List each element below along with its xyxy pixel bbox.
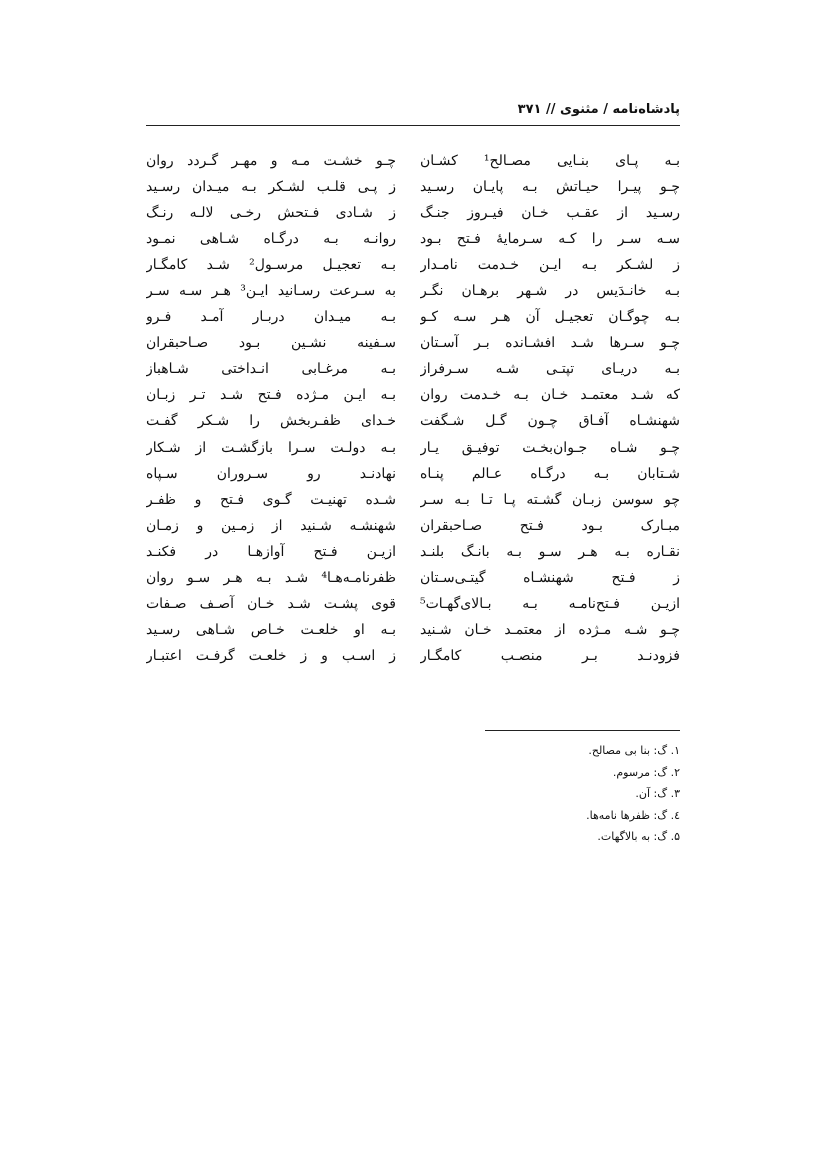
verse-hemistich: چـو شـاه جـوان‌بخـت توفیـق یـار	[420, 439, 680, 456]
verse-hemistich: بـه پـای بنـایی مصـالح¹ کشـان	[420, 153, 680, 169]
verse-hemistich: ز پـی قلـب لشـکر بـه میـدان رسـید	[146, 179, 396, 196]
verse-hemistich: چو سوسن زبـان گشـته پـا تـا بـه سـر	[420, 491, 680, 508]
verse-hemistich: سـه سـر را کـه سـرمایهٔ فـتح بـود	[420, 231, 680, 248]
verse-hemistich: قوی پشـت شـد خـان آصـف صـفات	[146, 595, 396, 612]
header-rule	[146, 125, 680, 126]
verse-hemistich: چـو شـه مـژده از معتمـد خـان شـنید	[420, 621, 680, 638]
verse-hemistich: سـفینه نشـین بـود صـاحبقران	[146, 335, 396, 352]
verse-hemistich: روانـه بـه درگـاه شـاهی نمـود	[146, 231, 396, 248]
footnote-rule	[485, 730, 680, 731]
verse-hemistich: چـو سـرها شـد افشـانده بـر آسـتان	[420, 335, 680, 352]
verse-hemistich: شهنشـاه آفـاق چـون گـل شـگفت	[420, 413, 680, 430]
verse-hemistich: ازیـن فـتح‌نامـه بـه بـالای‌گهـات⁵	[420, 595, 680, 612]
verse-hemistich: ز شـادی فـتحش رخـی لالـه رنـگ	[146, 205, 396, 222]
footnote: ۲. گ: مرسوم.	[612, 765, 680, 779]
verse-hemistich: نقـاره بـه هـر سـو بـه بانـگ بلنـد	[420, 543, 680, 560]
verse-hemistich: بـه ایـن مـژده فـتح شـد تـر زبـان	[146, 387, 396, 404]
verse-hemistich: بـه او خلعـت خـاص شـاهی رسـید	[146, 621, 396, 638]
left-verse-column	[146, 148, 396, 669]
verse-hemistich: ز اسـب و ز خلعـت گرفـت اعتبـار	[146, 647, 396, 664]
verse-hemistich: شـده تهنیـت گـوی فـتح و ظفـر	[146, 491, 396, 508]
footnote: ۱. گ: بنا بی مصالح.	[588, 744, 680, 757]
verse-hemistich: بـه دولـت سـرا بازگشـت از شـکار	[146, 439, 396, 456]
verse-hemistich: بـه تعجیـل مرسـول² شـد کامگـار	[146, 257, 396, 274]
verse-hemistich: نهادنـد رو سـروران سـپاه	[146, 465, 396, 482]
running-header: پادشاه‌نامه / مثنوی // ۳۷۱	[517, 102, 680, 117]
verse-hemistich: چـو خشـت مـه و مهـر گـردد روان	[146, 153, 396, 169]
verse-hemistich: بـه چوگـان تعجیـل آن هـر سـه کـو	[420, 309, 680, 326]
footnotes-section	[400, 740, 680, 848]
verse-hemistich: ز لشـکر بـه ایـن خـدمت نامـدار	[420, 257, 680, 274]
verse-hemistich: بـه مرغـابی انـداختی شـاهباز	[146, 361, 396, 378]
footnote: ۳. گ: آن.	[635, 787, 680, 800]
footnote: ٤. گ: ظفرها نامه‌ها.	[586, 808, 680, 822]
verse-hemistich: به سـرعت رسـانید ایـن³ هـر سـه سـر	[146, 283, 396, 300]
verse-hemistich: ازیـن فـتح آوازهـا در فکنـد	[146, 543, 396, 560]
verse-hemistich: فزودنـد بـر منصـب کامگـار	[420, 647, 680, 664]
verse-hemistich: مبـارک بـود فـتح صـاحبقران	[420, 517, 680, 534]
verse-hemistich: چـو پیـرا حیـاتش بـه پایـان رسـید	[420, 179, 680, 196]
verse-hemistich: که شـد معتمـد خـان بـه خـدمت روان	[420, 387, 680, 404]
verse-hemistich: بـه میـدان دربـار آمـد فـرو	[146, 309, 396, 326]
verse-hemistich: شـتابان بـه درگـاه عـالم پنـاه	[420, 465, 680, 482]
verse-hemistich: ز فـتح شهنشـاه گیتـی‌سـتان	[420, 569, 680, 586]
right-verse-column	[420, 148, 680, 669]
verse-hemistich: رسـید از عقـب خـان فیـروز جنـگ	[420, 205, 680, 222]
verse-hemistich: بـه خانـدَیس در شـهر برهـان نگـر	[420, 283, 680, 300]
verse-hemistich: بـه دریـای تپتـی شـه سـرفراز	[420, 361, 680, 378]
footnote: ۵. گ: به بالاگهات.	[597, 830, 680, 843]
verse-hemistich: شهنشـه شـنید از زمـین و زمـان	[146, 517, 396, 534]
verse-hemistich: خـدای ظفـربخش را شـکر گفـت	[146, 413, 396, 430]
verse-hemistich: ظفرنامـه‌هـا⁴ شـد بـه هـر سـو روان	[146, 569, 396, 586]
